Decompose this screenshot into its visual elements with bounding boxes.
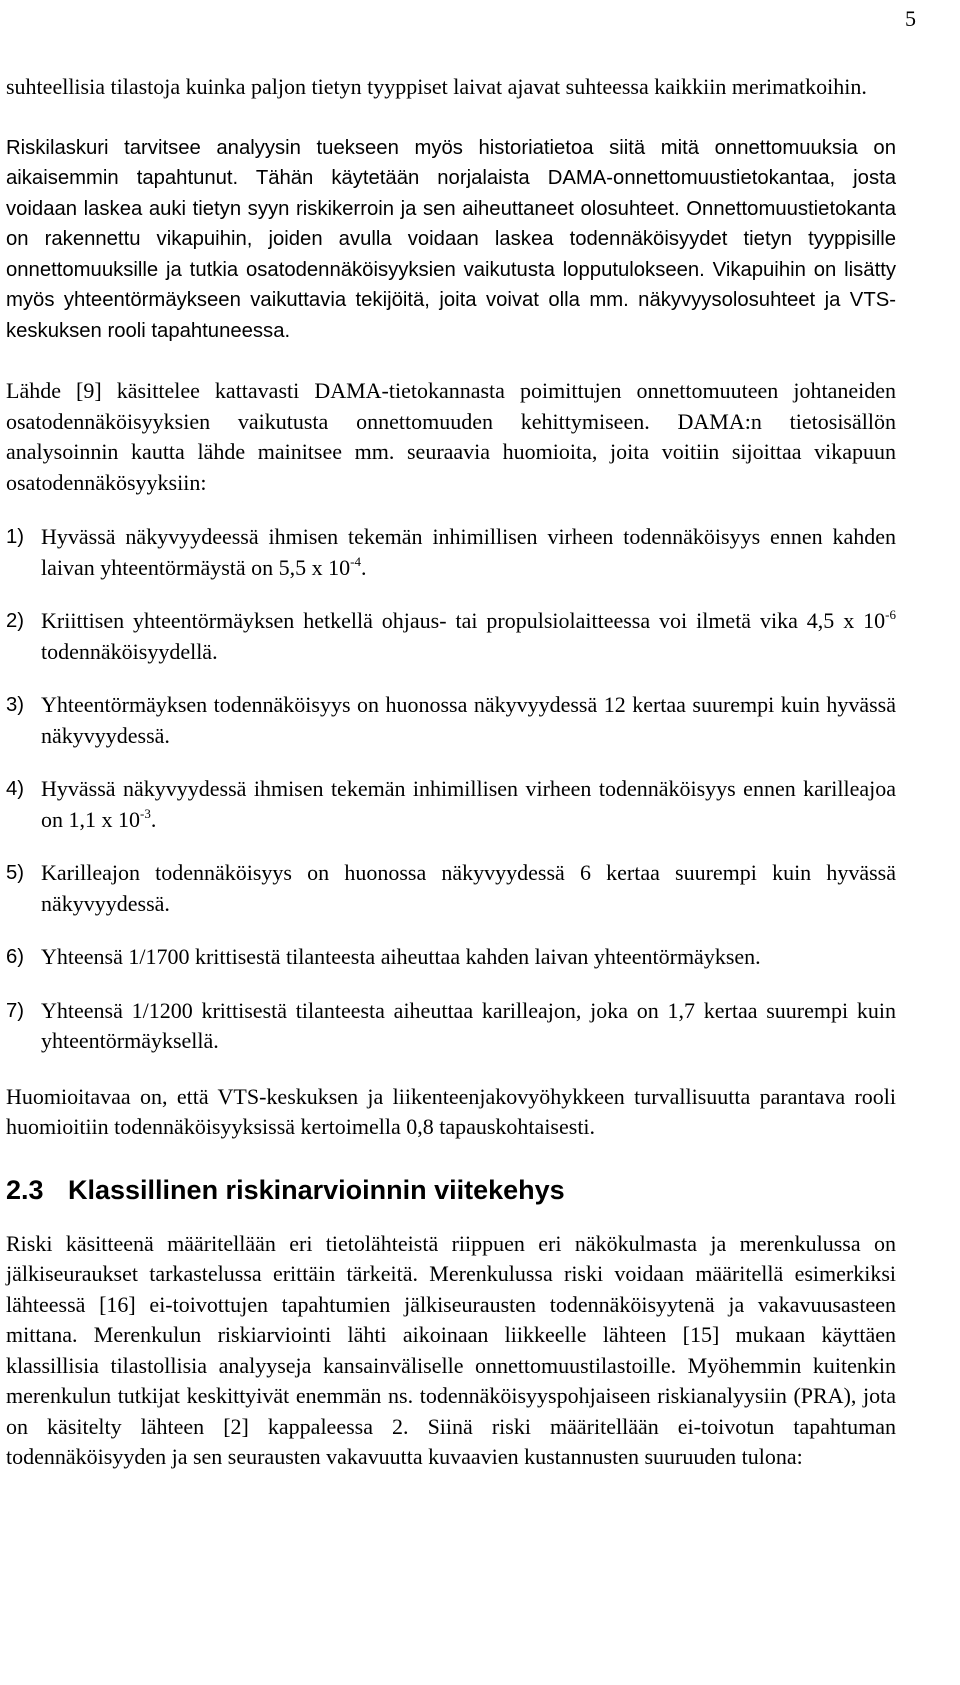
paragraph-3: Lähde [9] käsittelee kattavasti DAMA-tietokannasta poimittujen onnettomuuteen johtaneiden osatodennäköisyyksien vaikutusta onnettomuuden kehittymiseen. DAMA:n tietosisällön analysoinnin kautta lähde mainitsee mm. seuraavia huomioita, joita voitiin sijoittaa vikapuun osatodennäkösyyksiin: — [6, 378, 896, 495]
paragraph-1: suhteellisia tilastoja kuinka paljon tietyn tyyppiset laivat ajavat suhteessa kaikkiin merimatkoihin. — [6, 74, 867, 99]
list-item — [6, 606, 896, 667]
list-item-number: 7) — [6, 999, 25, 1022]
paragraph-2: Riskilaskuri tarvitsee analyysin tuekseen myös historiatietoa siitä mitä onnettomuuksia on aikaisemmin tapahtunut. Tähän käytetään norjalaista DAMA-onnettomuustietokantaa, josta voidaan laskea auki tietyn syyn riskikerroin ja sen aiheuttaneet olosuhteet. Onnettomuustietokanta on rakennettu vikapuihin, joiden avulla voidaan laskea todennäköisyydet tietyn tyyppisille onnettomuuksille ja tutkia osatodennäköisyyksien vaikutusta lopputulokseen. Vikapuihin on lisätty myös yhteentörmäykseen vaikuttavia tekijöitä, joita voivat olla mm. näkyvyysolosuhteet ja VTS-keskuksen rooli tapahtuneessa. — [6, 136, 896, 342]
list-item — [6, 942, 896, 973]
findings-list — [6, 522, 896, 1057]
list-item-text: Yhteensä 1/1200 krittisestä tilanteesta aiheuttaa karilleajon, joka on 1,7 kertaa suurempi kuin yhteentörmäyksellä. — [41, 997, 896, 1053]
section-number: 2.3 — [6, 1174, 44, 1205]
exponent: -3 — [140, 805, 151, 821]
section-heading — [6, 1173, 896, 1207]
exponent: -4 — [350, 553, 361, 569]
list-item-text: Yhteentörmäyksen todennäköisyys on huonossa näkyvyydessä 12 kertaa suurempi kuin hyvässä näkyvyydessä. — [41, 692, 896, 748]
list-item-number: 3) — [6, 694, 25, 716]
document-body — [6, 72, 896, 1473]
list-item — [6, 858, 896, 919]
list-item — [6, 996, 896, 1057]
paragraph-5: Riski käsitteenä määritellään eri tietolähteistä riippuen eri näkökulmasta ja merenkulussa on jälkiseuraukset tarkastelussa erittäin tärkeitä. Merenkulussa riski voidaan määritellä esimerkiksi lähteessä [16] ei-toivottujen tapahtumien jälkiseurausten todennäköisyytenä ja vakavuusasteen mittana. Merenkulun riskiarviointi lähti aikoinaan liikkeelle lähteen [15] mukaan käyttäen klassillisia tilastollisia analyyseja kansainväliselle onnettomuustilastoille. Myöhemmin kuitenkin merenkulun tutkijat keskittyivät enemmän ns. todennäköisyyspohjaiseen riskianalyysiin (PRA), jota on käsitelty lähteen [2] kappaleessa 2. Siinä riski määritellään ei-toivotun tapahtuman todennäköisyyden ja sen seurausten vakavuutta kuvaavien kustannusten suuruuden tulona: — [6, 1230, 896, 1469]
exponent: -6 — [885, 607, 896, 622]
list-item-text: Yhteensä 1/1700 krittisestä tilanteesta aiheuttaa kahden laivan yhteentörmäyksen. — [41, 944, 761, 969]
paragraph-4: Huomioitavaa on, että VTS-keskuksen ja liikenteenjakovyöhykkeen turvallisuutta parantava rooli huomioitiin todennäköisyyksissä kertoimella 0,8 tapauskohtaisesti. — [6, 1083, 896, 1139]
list-item-text: Kriittisen yhteentörmäyksen hetkellä ohjaus- tai propulsiolaitteessa voi ilmetä vika 4,5 x $10^{-6}$ todennäköisyydellä. — [41, 607, 896, 664]
list-item — [6, 690, 896, 751]
list-item-number: 5) — [6, 862, 25, 884]
list-item-number: 6) — [6, 946, 25, 968]
list-item-number: 2) — [6, 610, 25, 632]
list-item-text: Karilleajon todennäköisyys on huonossa näkyvyydessä 6 kertaa suurempi kuin hyvässä näkyvyydessä. — [41, 860, 896, 916]
list-item — [6, 522, 896, 583]
page-number: 5 — [905, 6, 916, 31]
list-item-text: Hyvässä näkyvyydessä ihmisen tekemän inhimillisen virheen todennäköisyys ennen karilleajoa on 1,1 x $10^{-3}$. — [41, 776, 896, 832]
list-item-number: 4) — [6, 778, 25, 800]
list-item-text: Hyvässä näkyvyydeessä ihmisen tekemän inhimillisen virheen todennäköisyys ennen kahden laivan yhteentörmäystä on 5,5 x $10^{-4}$. — [41, 524, 896, 580]
section-title: Klassillinen riskinarvioinnin viitekehys — [68, 1174, 565, 1205]
list-item-number: 1) — [6, 526, 25, 548]
list-item — [6, 774, 896, 835]
